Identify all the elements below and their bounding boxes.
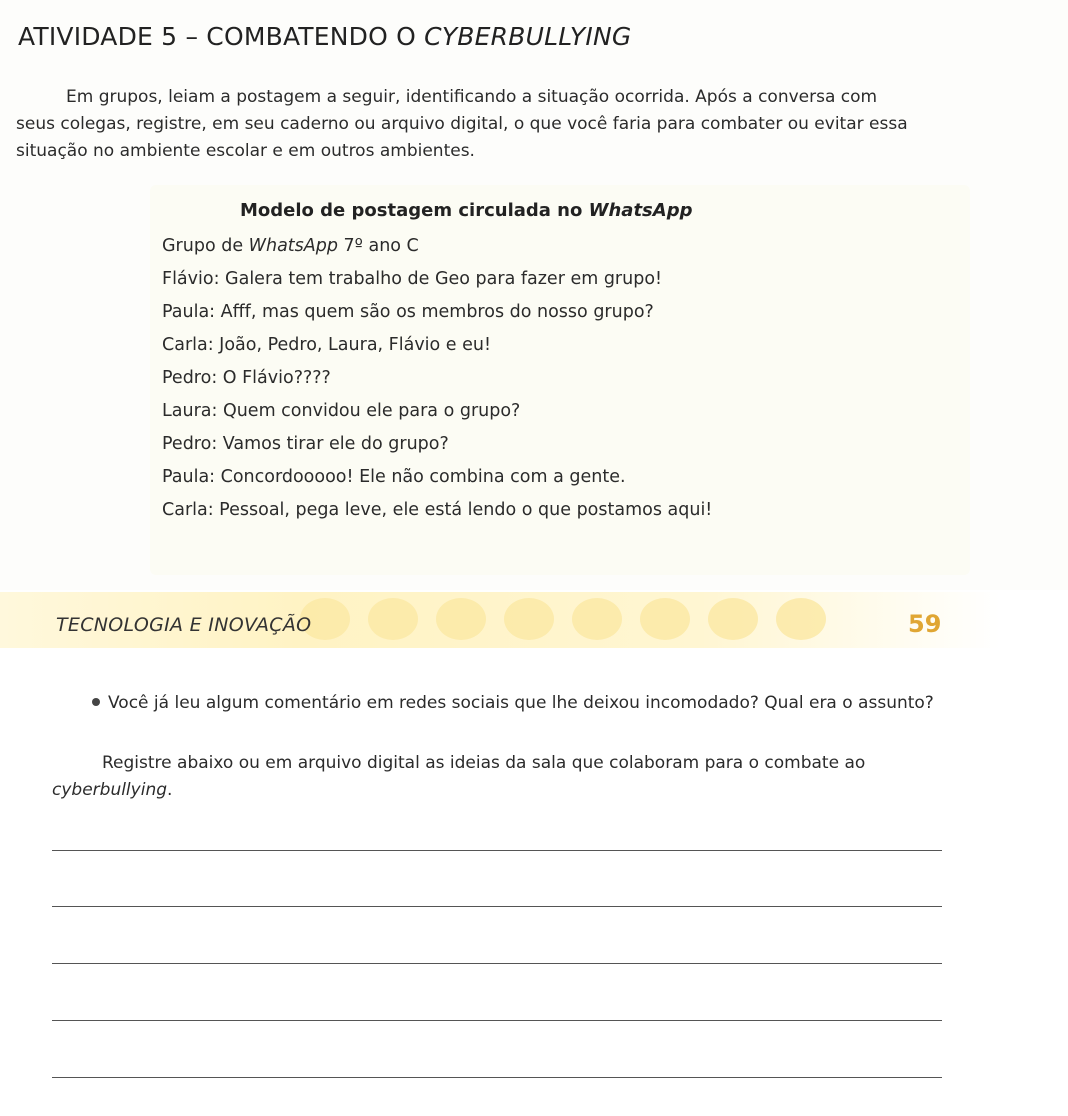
chat-message: Flávio: Galera tem trabalho de Geo para fazer em grupo!	[162, 269, 663, 289]
activity-instructions: Em grupos, leiam a postagem a seguir, identificando a situação ocorrida. Após a conversa com seus colegas, registre, em seu caderno ou arquivo digital, o que você faria para combater ou evitar essa situação no ambiente escolar e em outros ambientes.	[16, 87, 908, 161]
decorative-circle	[368, 598, 418, 640]
chat-message: Paula: Afff, mas quem são os membros do nosso grupo?	[162, 302, 654, 322]
chat-message: Laura: Quem convidou ele para o grupo?	[162, 401, 521, 421]
chat-group-name: Grupo de WhatsApp 7º ano C	[162, 236, 419, 256]
chat-transcript	[162, 232, 712, 529]
chat-message: Pedro: O Flávio????	[162, 368, 331, 388]
bullet-icon	[92, 698, 100, 706]
footer-title: TECNOLOGIA E INOVAÇÃO	[56, 614, 312, 636]
answer-line[interactable]	[52, 963, 942, 964]
page-number: 59	[908, 610, 942, 638]
answer-instructions: Registre abaixo ou em arquivo digital as ideias da sala que colaboram para o combate ao cyberbullying.	[52, 753, 866, 800]
answer-line[interactable]	[52, 906, 942, 907]
activity-title-emphasis: CYBERBULLYING	[424, 22, 632, 51]
answer-line[interactable]	[52, 1020, 942, 1021]
answer-line[interactable]	[52, 1077, 942, 1078]
post-title-emphasis: WhatsApp	[588, 200, 693, 221]
post-title: Modelo de postagem circulada no WhatsApp	[240, 200, 693, 221]
chat-message: Paula: Concordooooo! Ele não combina com a gente.	[162, 467, 626, 487]
decorative-circle	[436, 598, 486, 640]
decorative-circle	[504, 598, 554, 640]
activity-title: ATIVIDADE 5 – COMBATENDO O CYBERBULLYING	[18, 22, 632, 51]
decorative-circle	[572, 598, 622, 640]
chat-message: Pedro: Vamos tirar ele do grupo?	[162, 434, 449, 454]
chat-message: Carla: Pessoal, pega leve, ele está lendo o que postamos aqui!	[162, 500, 713, 520]
reflection-question: Você já leu algum comentário em redes sociais que lhe deixou incomodado? Qual era o assunto?	[52, 690, 942, 717]
footer-decoration	[300, 598, 826, 640]
decorative-circle	[708, 598, 758, 640]
decorative-circle	[776, 598, 826, 640]
chat-message: Carla: João, Pedro, Laura, Flávio e eu!	[162, 335, 492, 355]
answer-line[interactable]	[52, 850, 942, 851]
decorative-circle	[640, 598, 690, 640]
